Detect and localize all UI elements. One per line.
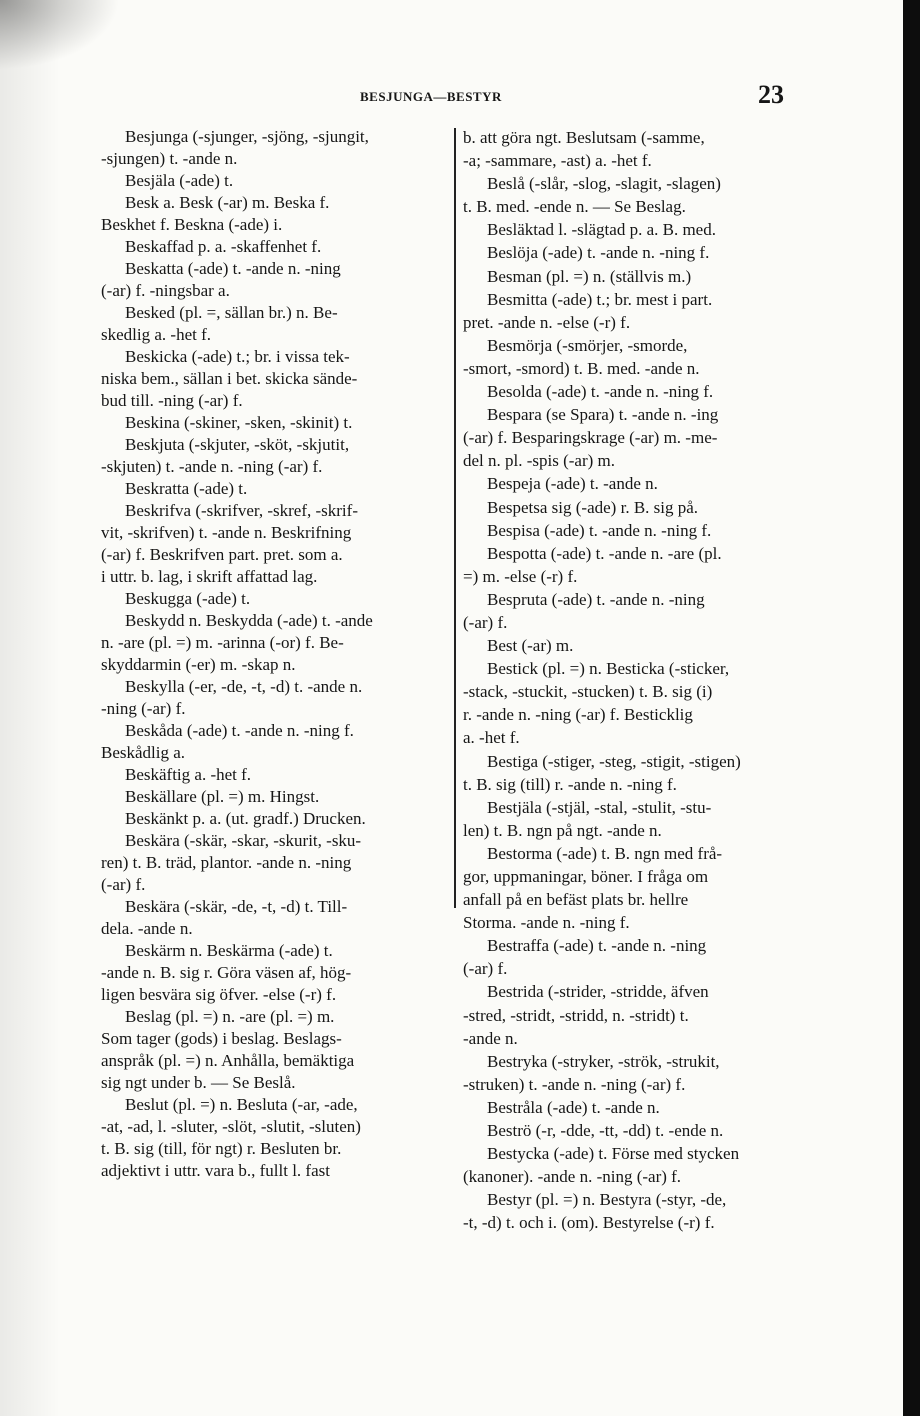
entry-continuation-line: t. B. med. -ende n. — Se Beslag.	[463, 197, 686, 217]
entry-headword-line: Beskrifva (-skrifver, -skref, -skrif-	[125, 501, 358, 520]
right-column	[463, 126, 815, 1235]
entry-headword-line: Beskicka (-ade) t.; br. i vissa tek-	[125, 347, 350, 366]
entry-continuation-line: del n. pl. -spis (-ar) m.	[463, 451, 616, 471]
entry-continuation-line: vit, -skrifven) t. -ande n. Beskrifning	[101, 523, 352, 542]
entry-headword-line: Bestraffa (-ade) t. -ande n. -ning	[487, 936, 707, 956]
entry-continuation-line: (-ar) f. Besparingskrage (-ar) m. -me-	[463, 428, 718, 448]
entry-headword-line: Besläktad l. -slägtad p. a. B. med.	[487, 220, 716, 240]
entry-continuation-line: a. -het f.	[463, 728, 520, 748]
entry-continuation-line: -at, -ad, l. -sluter, -slöt, -slutit, -sluten)	[101, 1117, 361, 1136]
entry-headword-line: Bestiga (-stiger, -steg, -stigit, -stigen)	[487, 751, 741, 771]
entry-headword-line: Beslöja (-ade) t. -ande n. -ning f.	[487, 243, 710, 263]
entry-headword-line: Best (-ar) m.	[487, 636, 574, 656]
entry-headword-line: Besman (pl. =) n. (ställvis m.)	[487, 266, 692, 286]
entry-headword-line: Beströ (-r, -dde, -tt, -dd) t. -ende n.	[487, 1121, 724, 1141]
entry-continuation-line: ren) t. B. träd, plantor. -ande n. -ning	[101, 853, 352, 872]
entry-headword-line: Bespara (se Spara) t. -ande n. -ing	[487, 405, 719, 425]
entry-continuation-line: (-ar) f.	[463, 612, 508, 632]
entry-headword-line: Beslut (pl. =) n. Besluta (-ar, -ade,	[125, 1095, 358, 1114]
entry-headword-line: Bestyr (pl. =) n. Bestyra (-styr, -de,	[487, 1190, 727, 1210]
entry-continuation-line: Beskhet f. Beskna (-ade) i.	[101, 215, 283, 234]
entry-headword-line: Bespisa (-ade) t. -ande n. -ning f.	[487, 520, 712, 540]
entry-headword-line: Bespotta (-ade) t. -ande n. -are (pl.	[487, 543, 722, 563]
entry-continuation-line: dela. -ande n.	[101, 919, 193, 938]
entry-headword-line: Bestjäla (-stjäl, -stal, -stulit, -stu-	[487, 797, 712, 817]
entry-continuation-line: -smort, -smord) t. B. med. -ande n.	[463, 358, 700, 378]
page-gutter-shadow	[0, 0, 60, 1416]
scan-edge	[903, 0, 920, 1416]
entry-headword-line: Beskjuta (-skjuter, -sköt, -skjutit,	[125, 435, 350, 454]
entry-headword-line: Beskänkt p. a. (ut. gradf.) Drucken.	[125, 809, 366, 828]
entry-headword-line: Besked (pl. =, sällan br.) n. Be-	[125, 303, 338, 322]
entry-continuation-line: adjektivt i uttr. vara b., fullt l. fast	[101, 1161, 330, 1180]
entry-continuation-line: pret. -ande n. -else (-r) f.	[463, 312, 631, 332]
entry-continuation-line: niska bem., sällan i bet. skicka sände-	[101, 369, 358, 388]
entry-headword-line: Bespetsa sig (-ade) r. B. sig på.	[487, 497, 699, 517]
entry-headword-line: Besmörja (-smörjer, -smorde,	[487, 335, 688, 355]
left-column	[101, 126, 447, 1182]
entry-headword-line: Bestycka (-ade) t. Förse med stycken	[487, 1144, 740, 1164]
entry-headword-line: Beskratta (-ade) t.	[125, 479, 248, 498]
page-number: 23	[758, 80, 784, 109]
entry-headword-line: Bestrida (-strider, -stridde, äfven	[487, 982, 709, 1002]
entry-headword-line: Beskugga (-ade) t.	[125, 589, 251, 608]
entry-headword-line: Beskylla (-er, -de, -t, -d) t. -ande n.	[125, 677, 363, 696]
entry-continuation-line: (-ar) f.	[463, 959, 508, 979]
entry-headword-line: Bestryka (-stryker, -strök, -strukit,	[487, 1051, 720, 1071]
column-divider	[454, 128, 456, 908]
entry-continuation-line: sig ngt under b. — Se Beslå.	[101, 1073, 296, 1092]
entry-headword-line: Besjäla (-ade) t.	[125, 171, 234, 190]
entry-continuation-line: -a; -sammare, -ast) a. -het f.	[463, 151, 652, 171]
entry-headword-line: Beskydd n. Beskydda (-ade) t. -ande	[125, 611, 373, 630]
entry-headword-line: Bestorma (-ade) t. B. ngn med frå-	[487, 843, 723, 863]
entry-continuation-line: n. -are (pl. =) m. -arinna (-or) f. Be-	[101, 633, 344, 652]
entry-headword-line: Bespruta (-ade) t. -ande n. -ning	[487, 589, 705, 609]
entry-continuation-line: -ande n.	[463, 1028, 518, 1048]
entry-headword-line: Besolda (-ade) t. -ande n. -ning f.	[487, 382, 714, 402]
entry-continuation-line: Beskådlig a.	[101, 743, 186, 762]
entry-continuation-line: -sjungen) t. -ande n.	[101, 149, 238, 168]
entry-headword-line: Beskatta (-ade) t. -ande n. -ning	[125, 259, 341, 278]
entry-continuation-line: t. B. sig (till, för ngt) r. Besluten br.	[101, 1139, 342, 1158]
entry-continuation-line: len) t. B. ngn på ngt. -ande n.	[463, 820, 662, 840]
entry-headword-line: Besk a. Besk (-ar) m. Beska f.	[125, 193, 330, 212]
entry-continuation-line: (-ar) f.	[101, 875, 146, 894]
entry-continuation-line: (-ar) f. -ningsbar a.	[101, 281, 230, 300]
entry-continuation-line: anspråk (pl. =) n. Anhålla, bemäktiga	[101, 1051, 355, 1070]
entry-continuation-line: -ande n. B. sig r. Göra väsen af, hög-	[101, 963, 352, 982]
entry-headword-line: Bestråla (-ade) t. -ande n.	[487, 1097, 660, 1117]
entry-continuation-line: Storma. -ande n. -ning f.	[463, 913, 630, 933]
entry-continuation-line: bud till. -ning (-ar) f.	[101, 391, 243, 410]
scan-corner-shadow	[0, 0, 120, 70]
entry-headword-line: Beslå (-slår, -slog, -slagit, -slagen)	[487, 174, 721, 194]
entry-continuation-line: Som tager (gods) i beslag. Beslags-	[101, 1029, 342, 1048]
entry-continuation-line: -struken) t. -ande n. -ning (-ar) f.	[463, 1074, 686, 1094]
entry-continuation-line: anfall på en befäst plats br. hellre	[463, 890, 689, 910]
entry-headword-line: Beslag (pl. =) n. -are (pl. =) m.	[125, 1007, 335, 1026]
entry-headword-line: Beskaffad p. a. -skaffenhet f.	[125, 237, 322, 256]
entry-headword-line: Beskära (-skär, -skar, -skurit, -sku-	[125, 831, 362, 850]
entry-continuation-line: (kanoner). -ande n. -ning (-ar) f.	[463, 1167, 682, 1187]
entry-headword-line: Beskärm n. Beskärma (-ade) t.	[125, 941, 333, 960]
entry-continuation-line: -skjuten) t. -ande n. -ning (-ar) f.	[101, 457, 323, 476]
entry-continuation-line: -stack, -stuckit, -stucken) t. B. sig (i)	[463, 682, 713, 702]
entry-continuation-line: ligen besvära sig öfver. -else (-r) f.	[101, 985, 337, 1004]
entry-headword-line: Besjunga (-sjunger, -sjöng, -sjungit,	[125, 127, 369, 146]
entry-continuation-line: b. att göra ngt. Beslutsam (-samme,	[463, 128, 705, 147]
entry-continuation-line: i uttr. b. lag, i skrift affattad lag.	[101, 567, 318, 586]
entry-continuation-line: skyddarmin (-er) m. -skap n.	[101, 655, 296, 674]
entry-continuation-line: =) m. -else (-r) f.	[463, 566, 578, 586]
entry-continuation-line: gor, uppmaningar, böner. I fråga om	[463, 867, 709, 886]
entry-continuation-line: -ning (-ar) f.	[101, 699, 186, 718]
entry-continuation-line: r. -ande n. -ning (-ar) f. Besticklig	[463, 705, 693, 725]
entry-headword-line: Beskära (-skär, -de, -t, -d) t. Till-	[125, 897, 348, 916]
entry-continuation-line: t. B. sig (till) r. -ande n. -ning f.	[463, 774, 677, 794]
entry-continuation-line: -t, -d) t. och i. (om). Bestyrelse (-r) f.	[463, 1213, 715, 1233]
entry-headword-line: Beskäftig a. -het f.	[125, 765, 252, 784]
entry-headword-line: Beskina (-skiner, -sken, -skinit) t.	[125, 413, 353, 432]
entry-continuation-line: -stred, -stridt, -stridd, n. -stridt) t.	[463, 1005, 689, 1025]
entry-headword-line: Besmitta (-ade) t.; br. mest i part.	[487, 289, 713, 309]
entry-headword-line: Bestick (pl. =) n. Besticka (-sticker,	[487, 659, 730, 679]
entry-headword-line: Beskåda (-ade) t. -ande n. -ning f.	[125, 721, 354, 740]
entry-continuation-line: (-ar) f. Beskrifven part. pret. som a.	[101, 545, 343, 564]
entry-continuation-line: skedlig a. -het f.	[101, 325, 211, 344]
entry-headword-line: Beskällare (pl. =) m. Hingst.	[125, 787, 320, 806]
entry-headword-line: Bespeja (-ade) t. -ande n.	[487, 474, 658, 494]
running-header: BESJUNGA—BESTYR	[360, 89, 502, 104]
